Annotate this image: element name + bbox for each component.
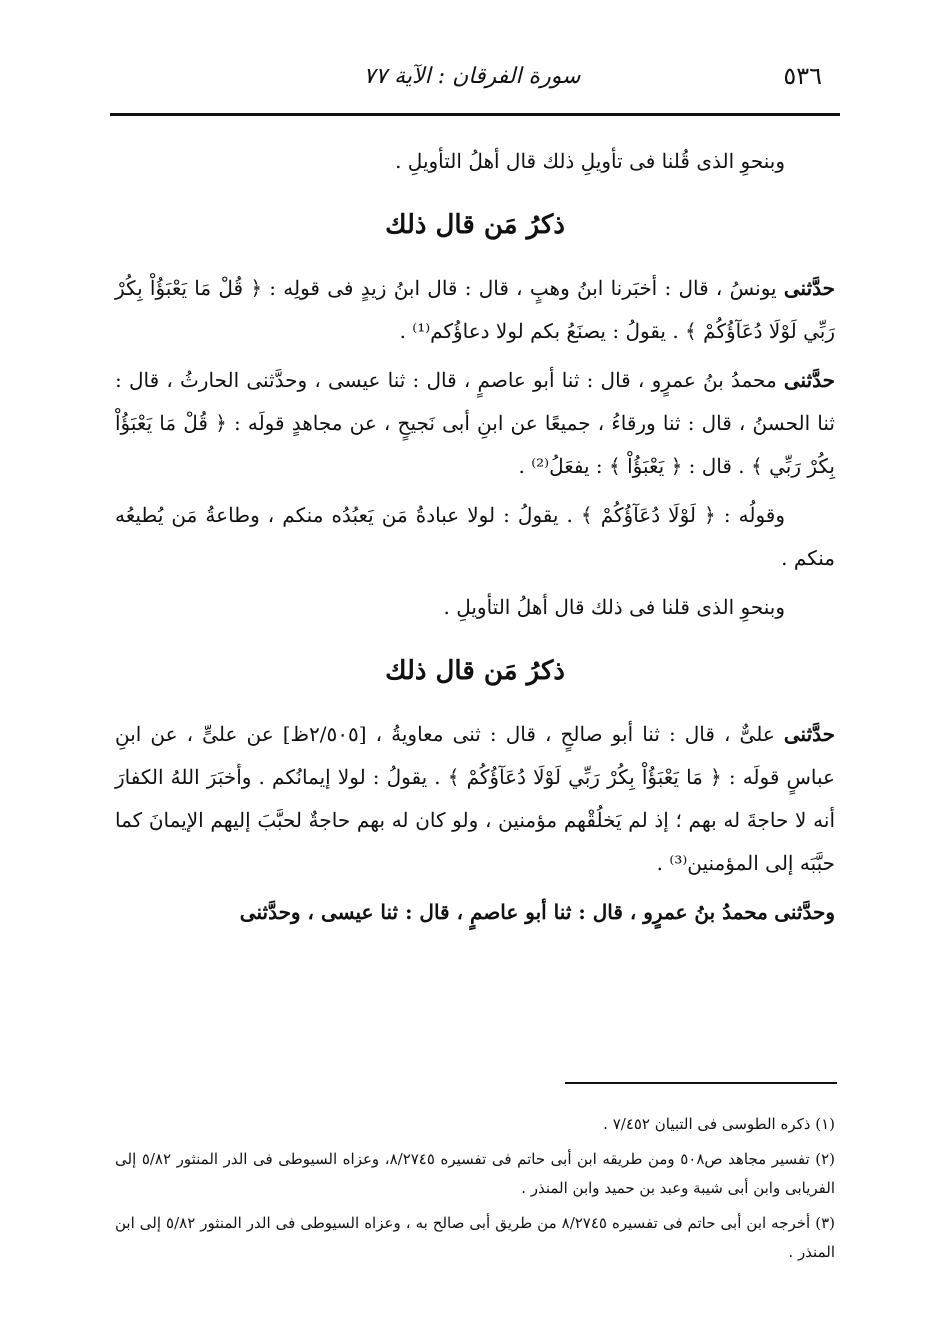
running-head <box>112 58 832 98</box>
main-text <box>115 140 835 940</box>
section-heading: ذكرُ مَن قال ذلك <box>385 656 565 686</box>
running-head-title: سورة الفرقان : الآية ٧٧ <box>363 64 581 89</box>
narration-lead: حدَّثنى <box>783 722 835 746</box>
paragraph: وقولُه : ﴿ لَوْلَا دُعَآؤُكُمْ ﴾ . يقولُ : لولا عبادةُ مَن يَعبُدُه منكم ، وطاعةُ مَن يُطيعُه منكم . <box>115 503 835 570</box>
paragraph <box>115 359 835 488</box>
footnote-3: (٣) أخرجه ابن أبى حاتم فى تفسيره ٨/٢٧٤٥ من طريق أبى صالح به ، وعزاه السيوطى فى الدر المنثور ٥/٨٢ إلى ابن المنذر . <box>115 1214 835 1261</box>
paragraph-text: يونسُ ، قال : أخبَرنا ابنُ وهبٍ ، قال : قال ابنُ زيدٍ فى قولِه : ﴿ قُلْ مَا يَعْبَؤُاْ بِكُرْ رَبِّي لَوْلَا دُعَآؤُكُمْ ﴾ . يقولُ : يصنَعُ بكم لولا دعاؤُكم⁽¹⁾ . <box>115 276 835 343</box>
footnotes <box>115 1110 835 1273</box>
narration-lead: حدَّثنى <box>783 368 835 392</box>
narration-lead: وحدَّثنى <box>774 900 835 924</box>
footnote-2: (٢) تفسير مجاهد ص٥٠٨ ومن طريقه ابن أبى حاتم فى تفسيره ٨/٢٧٤٥، وعزاه السيوطى فى الدر المنثور ٥/٨٢ إلى الفريابى وابن أبى شيبة وعبد بن حميد وابن المنذر . <box>115 1150 836 1197</box>
footnote-rule <box>565 1082 837 1084</box>
section-heading: ذكرُ مَن قال ذلك <box>385 210 565 240</box>
paragraph <box>115 267 835 353</box>
paragraph-text: علىٌّ ، قال : ثنا أبو صالحٍ ، قال : ثنى معاويةُ ، [٢/٥٠٥ظ] عن علىٍّ ، عن ابنِ عباسٍ قولَه : ﴿ مَا يَعْبَؤُاْ بِكُرْ رَبِّي لَوْلَا دُعَآؤُكُمْ ﴾ . يقولُ : لولا إيمانُكم . وأخبَرَ اللهُ الكفارَ أنه لا حاجةَ له بهم ؛ إذ لم يَخلُقْهم مؤمنين ، ولو كان له بهم حاجةٌ لحبَّبَ إليهم الإيمانَ كما حبَّبَه إلى المؤمنين⁽³⁾ . <box>115 722 835 875</box>
paragraph <box>115 891 835 934</box>
paragraph-text: محمدُ بنُ عمرٍو ، قال : ثنا أبو عاصمٍ ، قال : ثنا عيسى ، وحدَّثنى <box>239 900 768 924</box>
page-number: ٥٣٦ <box>783 62 822 90</box>
paragraph-text: محمدُ بنُ عمرٍو ، قال : ثنا أبو عاصمٍ ، قال : ثنا عيسى ، وحدَّثنى الحارثُ ، قال : ثنا الحسنُ ، قال : ثنا ورقاءُ ، جميعًا عن ابنِ أبى نَجيحٍ ، عن مجاهدٍ قولَه : ﴿ قُلْ مَا يَعْبَؤُاْ بِكُرْ رَبِّي ﴾ . قال : ﴿ يَعْبَؤُاْ ﴾ : يفعَلُ⁽²⁾ . <box>115 368 835 478</box>
narration-lead: حدَّثنى <box>783 276 835 300</box>
paragraph: وبنحوِ الذى قُلنا فى تأويلِ ذلك قال أهلُ التأويلِ . <box>395 149 785 173</box>
paragraph <box>115 713 835 885</box>
header-rule <box>110 113 840 116</box>
paragraph: وبنحوِ الذى قلنا فى ذلك قال أهلُ التأويلِ . <box>443 595 785 619</box>
footnote-1: (١) ذكره الطوسى فى التبيان ٧/٤٥٢ . <box>603 1115 835 1133</box>
